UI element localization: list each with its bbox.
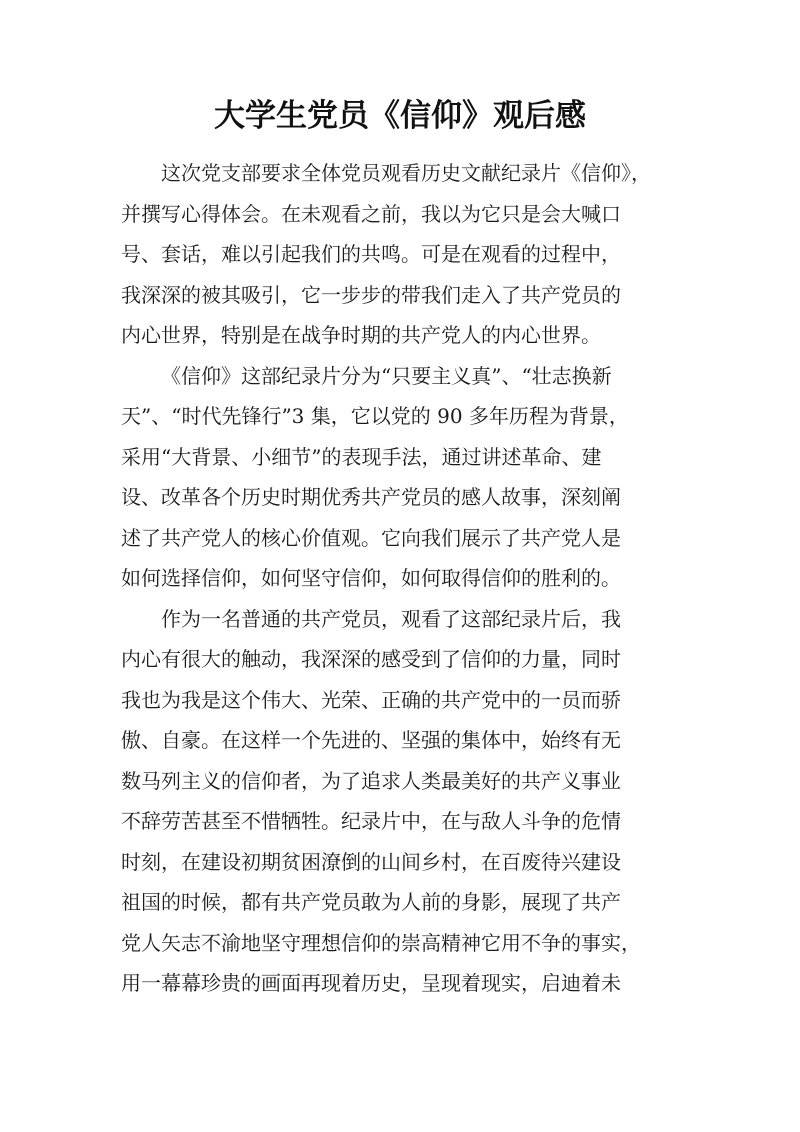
text-line: 这次党支部要求全体党员观看历史文献纪录片《信仰》， (161, 161, 651, 185)
text-line: 用一幕幕珍贵的画面再现着历史，呈现着现实，启迪着未 (121, 971, 621, 995)
text-line: 号、套话，难以引起我们的共鸣。可是在观看的过程中， (121, 242, 621, 266)
text-line: 我深深的被其吸引，它一步步的带我们走入了共产党员的 (121, 283, 621, 307)
text-line: 设、改革各个历史时期优秀共产党员的感人故事，深刻阐 (121, 485, 621, 509)
text-line: 祖国的时候，都有共产党员敢为人前的身影，展现了共产 (121, 890, 621, 914)
document-title: 大学生党员《信仰》观后感 (214, 98, 586, 134)
text-line: 作为一名普通的共产党员，观看了这部纪录片后，我 (161, 607, 621, 631)
text-line: 数马列主义的信仰者，为了追求人类最美好的共产义事业 (121, 769, 621, 793)
text-line: 内心有很大的触动，我深深的感受到了信仰的力量，同时 (121, 647, 621, 671)
text-line: 党人矢志不渝地坚守理想信仰的崇高精神它用不争的事实， (121, 931, 641, 955)
text-line: 内心世界，特别是在战争时期的共产党人的内心世界。 (121, 323, 601, 347)
text-line: 傲、自豪。在这样一个先进的、坚强的集体中，始终有无 (121, 728, 621, 752)
text-line: 述了共产党人的核心价值观。它向我们展示了共产党人是 (121, 526, 621, 550)
text-line: 如何选择信仰，如何坚守信仰，如何取得信仰的胜利的。 (121, 566, 621, 590)
text-line: 并撰写心得体会。在未观看之前，我以为它只是会大喊口 (121, 202, 621, 226)
text-line: 我也为我是这个伟大、光荣、正确的共产党中的一员而骄 (121, 688, 621, 712)
text-line: 不辞劳苦甚至不惜牺牲。纪录片中，在与敌人斗争的危情 (121, 809, 621, 833)
text-line: 《信仰》这部纪录片分为“只要主义真”、“壮志换新 (161, 364, 612, 388)
text-line: 时刻，在建设初期贫困潦倒的山间乡村，在百废待兴建设 (121, 850, 621, 874)
text-line: 采用“大背景、小细节”的表现手法，通过讲述革命、建 (121, 445, 602, 469)
text-line: 天”、“时代先锋行”3 集，它以党的 90 多年历程为背景， (121, 404, 629, 428)
